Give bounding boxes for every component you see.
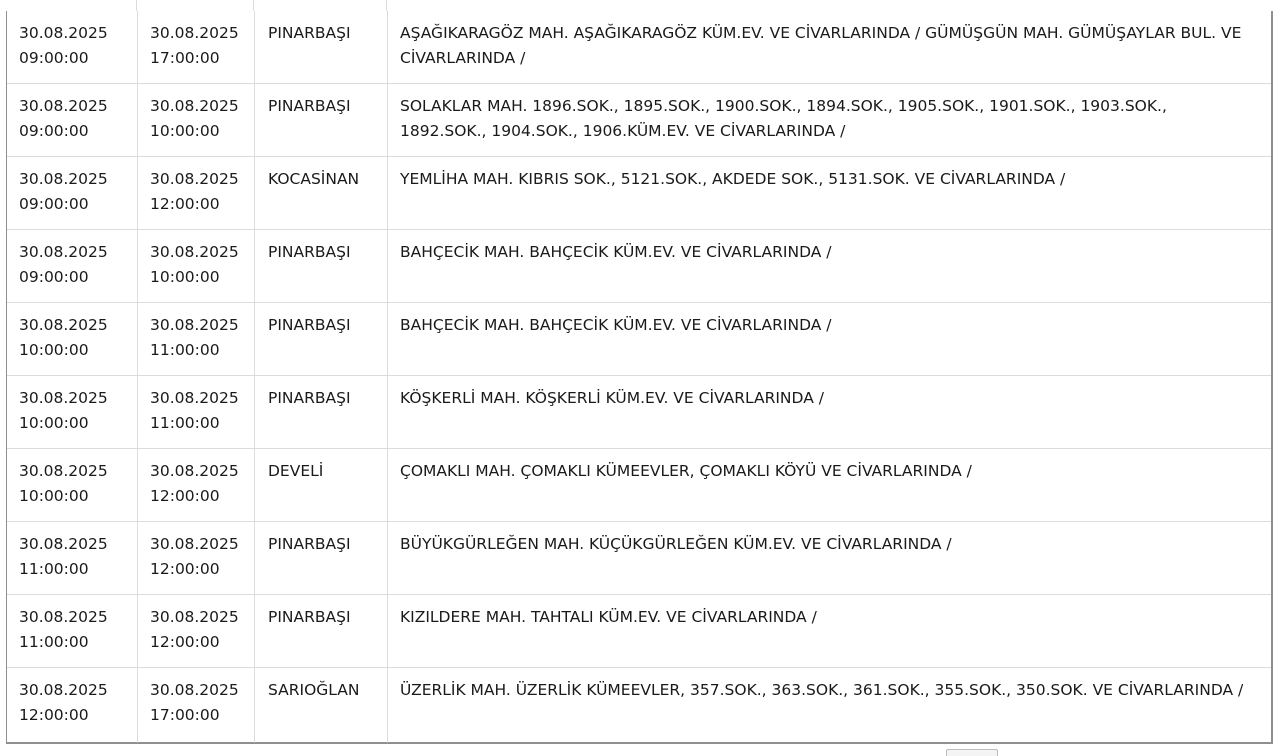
end-cell	[138, 11, 255, 84]
district-name: PINARBAŞI	[268, 389, 351, 407]
start-time: 12:00:00	[19, 706, 89, 724]
end-cell	[138, 595, 255, 668]
start-date: 30.08.2025	[19, 535, 108, 553]
end-date: 30.08.2025	[150, 243, 239, 261]
column-divider	[136, 0, 137, 11]
address-text: SOLAKLAR MAH. 1896.SOK., 1895.SOK., 1900.SOK., 1894.SOK., 1905.SOK., 1901.SOK., 1903.SOK., 1892.SOK., 1904.SOK., 1906.KÜM.EV. VE CİVARLARINDA /	[400, 97, 1167, 140]
end-time: 17:00:00	[150, 706, 220, 724]
table-body	[7, 11, 1271, 743]
district-cell	[255, 157, 388, 230]
end-time: 10:00:00	[150, 122, 220, 140]
start-time: 11:00:00	[19, 633, 89, 651]
start-time: 10:00:00	[19, 414, 89, 432]
start-date: 30.08.2025	[19, 316, 108, 334]
start-cell	[7, 668, 138, 743]
start-cell	[7, 376, 138, 449]
start-time: 11:00:00	[19, 560, 89, 578]
start-cell	[7, 84, 138, 157]
table-row	[7, 11, 1271, 84]
end-time: 10:00:00	[150, 268, 220, 286]
address-text: ÜZERLİK MAH. ÜZERLİK KÜMEEVLER, 357.SOK., 363.SOK., 361.SOK., 355.SOK., 350.SOK. VE CİVARLARINDA /	[400, 681, 1244, 699]
start-date: 30.08.2025	[19, 462, 108, 480]
district-cell	[255, 84, 388, 157]
start-cell	[7, 303, 138, 376]
end-cell	[138, 376, 255, 449]
end-cell	[138, 157, 255, 230]
end-date: 30.08.2025	[150, 389, 239, 407]
district-cell	[255, 303, 388, 376]
start-time: 09:00:00	[19, 195, 89, 213]
address-text: KIZILDERE MAH. TAHTALI KÜM.EV. VE CİVARLARINDA /	[400, 608, 817, 626]
end-cell	[138, 84, 255, 157]
start-date: 30.08.2025	[19, 243, 108, 261]
end-time: 11:00:00	[150, 341, 220, 359]
start-cell	[7, 157, 138, 230]
district-name: SARIOĞLAN	[268, 681, 360, 699]
address-cell	[388, 522, 1271, 595]
district-name: PINARBAŞI	[268, 608, 351, 626]
address-cell	[388, 595, 1271, 668]
end-time: 12:00:00	[150, 195, 220, 213]
column-divider	[253, 0, 254, 11]
table-row	[7, 595, 1271, 668]
start-cell	[7, 595, 138, 668]
address-cell	[388, 449, 1271, 522]
start-cell	[7, 230, 138, 303]
start-date: 30.08.2025	[19, 389, 108, 407]
end-time: 12:00:00	[150, 487, 220, 505]
end-time: 12:00:00	[150, 560, 220, 578]
address-text: BAHÇECİK MAH. BAHÇECİK KÜM.EV. VE CİVARLARINDA /	[400, 243, 832, 261]
table-top-continuation	[6, 0, 1272, 11]
end-date: 30.08.2025	[150, 97, 239, 115]
district-cell	[255, 11, 388, 84]
address-cell	[388, 157, 1271, 230]
district-name: KOCASİNAN	[268, 170, 360, 188]
address-cell	[388, 11, 1271, 84]
start-cell	[7, 11, 138, 84]
district-cell	[255, 230, 388, 303]
address-text: KÖŞKERLİ MAH. KÖŞKERLİ KÜM.EV. VE CİVARLARINDA /	[400, 389, 824, 407]
table-row	[7, 668, 1271, 743]
end-date: 30.08.2025	[150, 316, 239, 334]
end-date: 30.08.2025	[150, 170, 239, 188]
end-time: 17:00:00	[150, 49, 220, 67]
address-cell	[388, 303, 1271, 376]
address-text: AŞAĞIKARAGÖZ MAH. AŞAĞIKARAGÖZ KÜM.EV. VE CİVARLARINDA / GÜMÜŞGÜN MAH. GÜMÜŞAYLAR BUL. VE CİVARLARINDA /	[400, 24, 1242, 67]
outage-table	[6, 11, 1273, 744]
end-time: 11:00:00	[150, 414, 220, 432]
end-date: 30.08.2025	[150, 24, 239, 42]
end-date: 30.08.2025	[150, 462, 239, 480]
table-row	[7, 157, 1271, 230]
table-row	[7, 522, 1271, 595]
district-name: DEVELİ	[268, 462, 324, 480]
table-row	[7, 449, 1271, 522]
address-cell	[388, 84, 1271, 157]
district-name: PINARBAŞI	[268, 316, 351, 334]
start-date: 30.08.2025	[19, 681, 108, 699]
end-date: 30.08.2025	[150, 681, 239, 699]
end-cell	[138, 230, 255, 303]
start-date: 30.08.2025	[19, 24, 108, 42]
district-cell	[255, 668, 388, 743]
table-row	[7, 230, 1271, 303]
district-cell	[255, 449, 388, 522]
start-time: 10:00:00	[19, 487, 89, 505]
end-date: 30.08.2025	[150, 535, 239, 553]
start-time: 09:00:00	[19, 49, 89, 67]
address-text: BÜYÜKGÜRLEĞEN MAH. KÜÇÜKGÜRLEĞEN KÜM.EV. VE CİVARLARINDA /	[400, 535, 952, 553]
address-text: ÇOMAKLI MAH. ÇOMAKLI KÜMEEVLER, ÇOMAKLI KÖYÜ VE CİVARLARINDA /	[400, 462, 972, 480]
start-date: 30.08.2025	[19, 97, 108, 115]
end-cell	[138, 668, 255, 743]
start-cell	[7, 522, 138, 595]
address-cell	[388, 668, 1271, 743]
address-text: YEMLİHA MAH. KIBRIS SOK., 5121.SOK., AKDEDE SOK., 5131.SOK. VE CİVARLARINDA /	[400, 170, 1066, 188]
district-name: PINARBAŞI	[268, 243, 351, 261]
start-time: 10:00:00	[19, 341, 89, 359]
district-name: PINARBAŞI	[268, 97, 351, 115]
start-cell	[7, 449, 138, 522]
start-time: 09:00:00	[19, 268, 89, 286]
start-date: 30.08.2025	[19, 170, 108, 188]
district-cell	[255, 376, 388, 449]
address-text: BAHÇECİK MAH. BAHÇECİK KÜM.EV. VE CİVARLARINDA /	[400, 316, 832, 334]
end-time: 12:00:00	[150, 633, 220, 651]
end-date: 30.08.2025	[150, 608, 239, 626]
start-date: 30.08.2025	[19, 608, 108, 626]
table-row	[7, 303, 1271, 376]
end-cell	[138, 522, 255, 595]
start-time: 09:00:00	[19, 122, 89, 140]
address-cell	[388, 376, 1271, 449]
address-cell	[388, 230, 1271, 303]
district-name: PINARBAŞI	[268, 24, 351, 42]
end-cell	[138, 303, 255, 376]
table-row	[7, 376, 1271, 449]
district-cell	[255, 595, 388, 668]
district-cell	[255, 522, 388, 595]
end-cell	[138, 449, 255, 522]
table-row	[7, 84, 1271, 157]
column-divider	[386, 0, 387, 11]
district-name: PINARBAŞI	[268, 535, 351, 553]
